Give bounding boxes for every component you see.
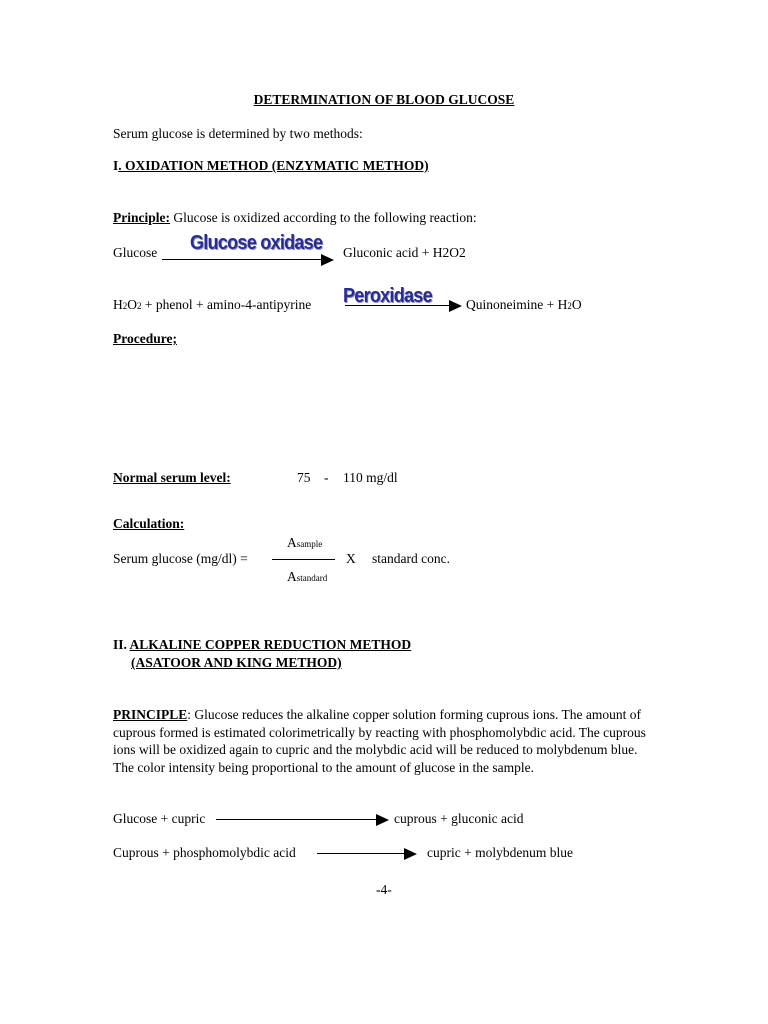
principle-text: Glucose is oxidized according to the following reaction: xyxy=(170,210,477,225)
peroxidase-label: Peroxidase xyxy=(343,285,432,307)
reaction1-right: Gluconic acid + H2O2 xyxy=(343,245,466,260)
section1-heading xyxy=(113,158,429,174)
r2-right-b: O xyxy=(571,297,582,312)
r2-rest: + phenol + amino-4-antipyrine xyxy=(141,297,312,312)
section1-principle xyxy=(113,210,477,226)
reaction1-left: Glucose xyxy=(113,245,158,260)
fraction-denominator xyxy=(287,569,327,585)
section2-title-line1: ALKALINE COPPER REDUCTION METHOD xyxy=(129,637,412,652)
s2-reaction2-right: cupric + molybdenum blue xyxy=(427,845,573,860)
section2-principle xyxy=(113,706,648,776)
section2-number: II. xyxy=(113,637,130,652)
r2-sub1: 2 xyxy=(122,301,128,311)
section1-number: I xyxy=(113,158,119,173)
normal-high: 110 mg/dl xyxy=(343,470,398,485)
principle-label: Principle: xyxy=(113,210,170,225)
normal-level-label: Normal serum level: xyxy=(113,470,231,485)
principle2-text: : Glucose reduces the alkaline copper solution forming cuprous ions. The amount of cuprous formed is estimated colorimetrically by reacting with phosphomolybdic acid. The cuprous ions will be oxidized again to cupric and the molybdic acid will be reduced to molybdenum blue. The color intensity being proportional to the amount of glucose in the sample. xyxy=(113,707,646,775)
num-sub: sample xyxy=(296,539,323,549)
page-title: DETERMINATION OF BLOOD GLUCOSE xyxy=(253,92,515,107)
reaction1-arrow xyxy=(162,259,332,260)
times-sign: X xyxy=(346,551,356,566)
procedure-label: Procedure; xyxy=(113,331,177,346)
reaction2-arrow xyxy=(345,305,460,306)
section1-title: . OXIDATION METHOD (ENZYMATIC METHOD) xyxy=(118,158,429,173)
s2-reaction2-arrow xyxy=(317,853,415,854)
fraction-line xyxy=(272,559,335,560)
den-sub: standard xyxy=(296,573,328,583)
s2-reaction1-arrow xyxy=(216,819,387,820)
s2-reaction2-left: Cuprous + phosphomolybdic acid xyxy=(113,845,296,860)
calculation-label: Calculation: xyxy=(113,516,185,531)
normal-low: 75 xyxy=(297,470,311,485)
s2-reaction1-right: cuprous + gluconic acid xyxy=(394,811,524,826)
r2-sub2: 2 xyxy=(137,301,142,311)
section2-title-line2: (ASATOOR AND KING METHOD) xyxy=(131,655,342,670)
den-a: A xyxy=(287,569,297,584)
normal-dash: - xyxy=(324,470,329,485)
intro-text: Serum glucose is determined by two methods: xyxy=(113,126,363,141)
r2-o: O xyxy=(127,297,137,312)
reaction2-left xyxy=(113,297,311,313)
principle2-label: PRINCIPLE xyxy=(113,707,188,722)
r2-right-a: Quinoneimine + H xyxy=(466,297,568,312)
section2-heading xyxy=(113,637,411,653)
page-number: -4- xyxy=(376,882,392,897)
calc-lhs: Serum glucose (mg/dl) = xyxy=(113,551,248,566)
r2-h: H xyxy=(113,297,123,312)
standard-conc: standard conc. xyxy=(372,551,450,566)
r2-right-sub: 2 xyxy=(567,301,572,311)
fraction-numerator xyxy=(287,535,322,551)
glucose-oxidase-label: Glucose oxidase xyxy=(190,232,323,254)
s2-reaction1-left: Glucose + cupric xyxy=(113,811,206,826)
reaction2-right xyxy=(466,297,582,313)
num-a: A xyxy=(287,535,297,550)
